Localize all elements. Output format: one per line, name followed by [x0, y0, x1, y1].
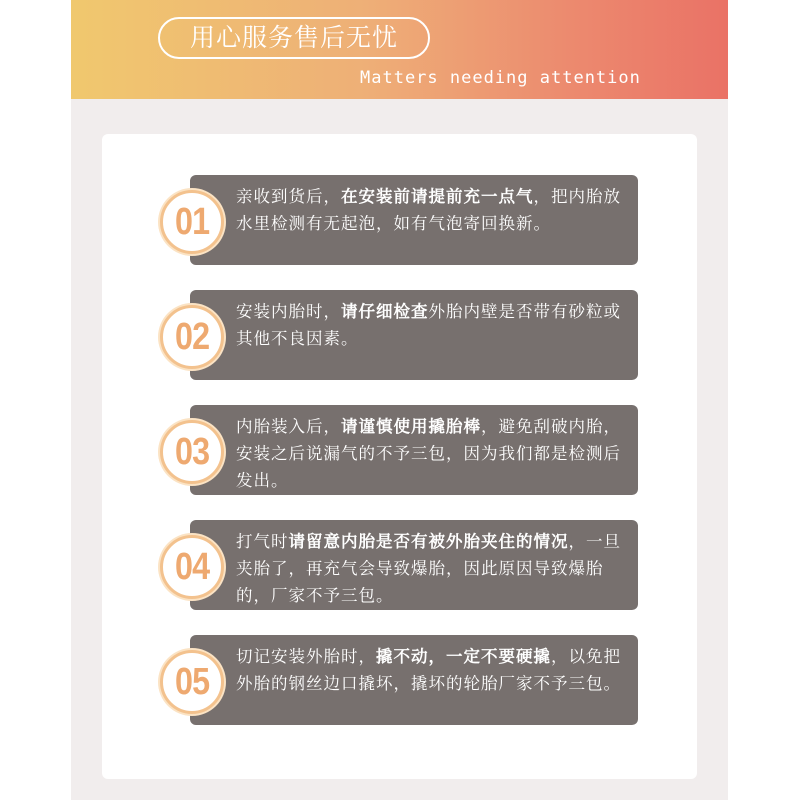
notice-text: 亲收到货后，在安装前请提前充一点气，把内胎放水里检测有无起泡，如有气泡寄回换新。 [236, 187, 621, 233]
notice-text-box [190, 290, 638, 380]
number-badge [160, 535, 224, 599]
notice-item-3 [0, 405, 800, 495]
number-badge [160, 650, 224, 714]
notice-item-4 [0, 520, 800, 610]
page-subtitle: Matters needing attention [360, 68, 641, 88]
number-badge [160, 305, 224, 369]
badge-number: 01 [174, 201, 210, 243]
badge-number: 02 [174, 316, 210, 358]
notice-text-box [190, 175, 638, 265]
notice-text: 切记安装外胎时，撬不动，一定不要硬撬，以免把外胎的钢丝边口撬坏，撬坏的轮胎厂家不予三包。 [236, 647, 621, 693]
notice-text: 内胎装入后，请谨慎使用撬胎棒，避免刮破内胎，安装之后说漏气的不予三包，因为我们都是检测后发出。 [236, 417, 621, 490]
notice-text: 打气时请留意内胎是否有被外胎夹住的情况，一旦夹胎了，再充气会导致爆胎，因此原因导致爆胎的，厂家不予三包。 [236, 532, 621, 605]
notice-item-1 [0, 175, 800, 265]
badge-number: 03 [174, 431, 210, 473]
notice-item-2 [0, 290, 800, 380]
notice-text-box [190, 405, 638, 495]
notice-text: 安装内胎时，请仔细检查外胎内壁是否带有砂粒或其他不良因素。 [236, 302, 621, 348]
number-badge [160, 420, 224, 484]
notice-item-5 [0, 635, 800, 725]
page-title: 用心服务售后无忧 [158, 17, 430, 59]
number-badge [160, 190, 224, 254]
notice-text-box [190, 635, 638, 725]
badge-number: 04 [174, 546, 210, 588]
badge-number: 05 [174, 661, 210, 703]
notice-text-box [190, 520, 638, 610]
